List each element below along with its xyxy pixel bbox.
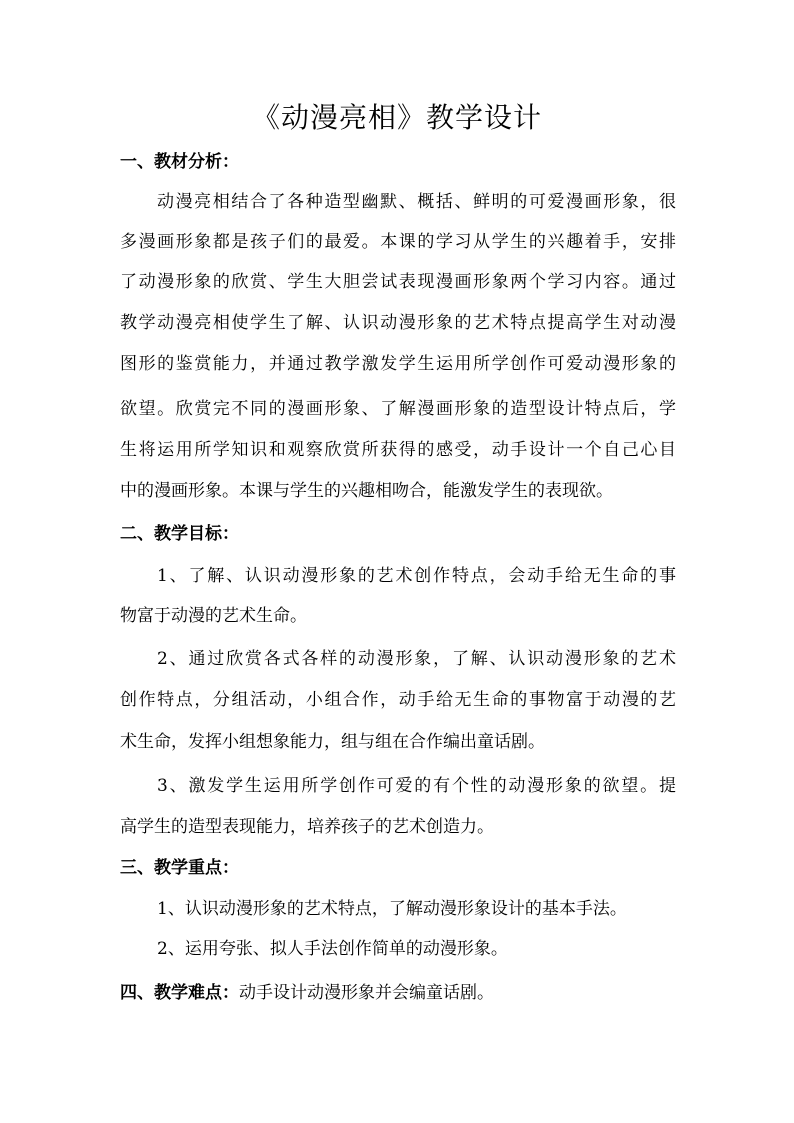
paragraph-line: 3、激发学生运用所学创作可爱的有个性的动漫形象的欲望。提 [157, 776, 676, 796]
paragraph-line: 生将运用所学知识和观察欣赏所获得的感受，动手设计一个自己心目 [120, 440, 676, 460]
paragraph-line: 了动漫形象的欣赏、学生大胆尝试表现漫画形象两个学习内容。通过 [120, 272, 676, 292]
paragraph-line: 物富于动漫的艺术生命。 [120, 606, 307, 626]
paragraph-line: 术生命，发挥小组想象能力，组与组在合作编出童话剧。 [120, 732, 545, 752]
paragraph-line: 创作特点，分组活动，小组合作，动手给无生命的事物富于动漫的艺 [120, 690, 676, 710]
paragraph-line: 多漫画形象都是孩子们的最爱。本课的学习从学生的兴趣着手，安排 [120, 232, 676, 252]
paragraph-line: 动漫亮相结合了各种造型幽默、概括、鲜明的可爱漫画形象，很 [157, 192, 676, 212]
paragraph-line: 教学动漫亮相使学生了解、认识动漫形象的艺术特点提高学生对动漫 [120, 313, 676, 333]
paragraph-line: 高学生的造型表现能力，培养孩子的艺术创造力。 [120, 817, 494, 837]
difficulties-label: 四、教学难点： [120, 983, 239, 1003]
section-heading-goals: 二、教学目标： [120, 524, 239, 544]
section-heading-analysis: 一、教材分析： [120, 152, 239, 172]
paragraph-line: 1、了解、认识动漫形象的艺术创作特点，会动手给无生命的事 [157, 566, 676, 586]
paragraph-line: 2、通过欣赏各式各样的动漫形象，了解、认识动漫形象的艺术 [157, 649, 676, 669]
section-heading-key-points: 三、教学重点： [120, 858, 239, 878]
paragraph-line: 中的漫画形象。本课与学生的兴趣相吻合，能激发学生的表现欲。 [120, 481, 613, 501]
paragraph-line: 1、认识动漫形象的艺术特点，了解动漫形象设计的基本手法。 [157, 899, 627, 919]
document-title: 《动漫亮相》教学设计 [251, 101, 542, 134]
paragraph-line: 图形的鉴赏能力，并通过教学激发学生运用所学创作可爱动漫形象的 [120, 354, 676, 374]
paragraph-line: 2、运用夸张、拟人手法创作简单的动漫形象。 [157, 939, 508, 959]
difficulties-text: 动手设计动漫形象并会编童话剧。 [239, 983, 494, 1003]
paragraph-line: 欲望。欣赏完不同的漫画形象、了解漫画形象的造型设计特点后，学 [120, 399, 676, 419]
section-heading-difficulties [120, 981, 494, 1005]
